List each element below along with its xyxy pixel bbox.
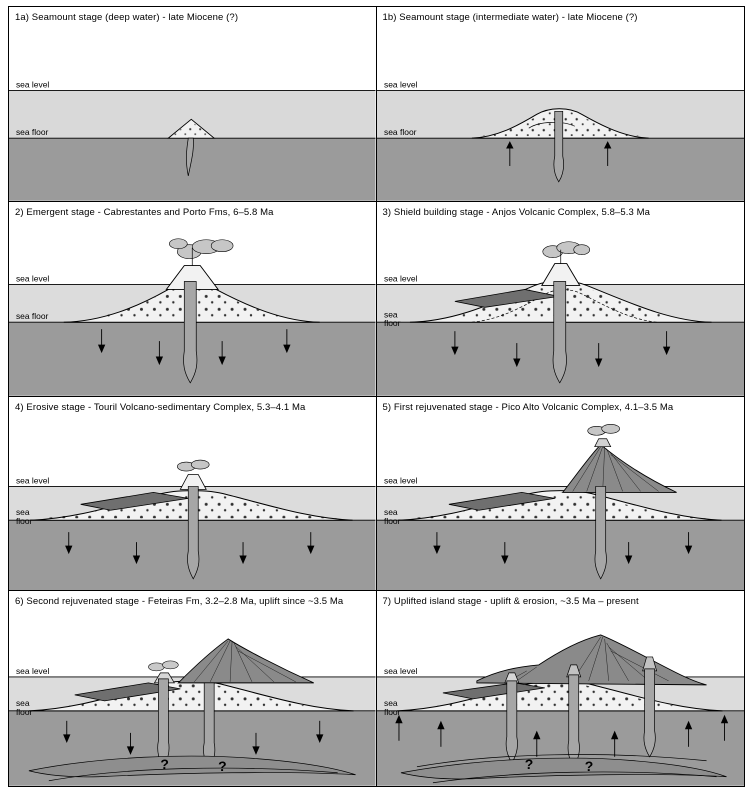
sea-floor-label: sea floor — [383, 127, 416, 138]
question-mark: ? — [584, 758, 593, 775]
panel-2-title: 2) Emergent stage - Cabrestantes and Porto Fms, 6–5.8 Ma — [15, 206, 274, 218]
panel-3 — [377, 202, 745, 397]
question-mark: ? — [524, 756, 533, 773]
panel-4-title: 4) Erosive stage - Touril Volcano-sedimentary Complex, 5.3–4.1 Ma — [15, 401, 306, 413]
sea-floor-label-line1: sea — [383, 506, 398, 517]
sea-floor-label-line1: sea — [15, 698, 30, 709]
sea-floor-label: sea floor — [15, 127, 49, 138]
panel-1a-title: 1a) Seamount stage (deep water) - late Miocene (?) — [15, 12, 239, 23]
sea-floor-label-line1: sea — [383, 698, 398, 709]
panel-1b-diagram — [377, 7, 745, 201]
panel-2 — [9, 202, 377, 397]
panel-grid — [8, 6, 745, 787]
panel-7-title: 7) Uplifted island stage - uplift & erosion, ~3.5 Ma – present — [382, 596, 639, 608]
sea-floor-label-line1: sea — [383, 309, 398, 320]
panel-6-diagram — [9, 591, 376, 786]
panel-2-diagram — [9, 202, 376, 396]
panel-5-title: 5) First rejuvenated stage - Pico Alto Volcanic Complex, 4.1–3.5 Ma — [382, 401, 674, 413]
panel-1b-title: 1b) Seamount stage (intermediate water) - late Miocene (?) — [382, 12, 638, 23]
sea-floor-label-line2: floor — [383, 515, 400, 526]
sea-floor-label: sea floor — [15, 311, 49, 321]
panel-1a — [9, 7, 377, 202]
sea-floor-label-line2: floor — [15, 515, 33, 526]
panel-1b — [377, 7, 745, 202]
panel-4-diagram — [9, 397, 376, 591]
sea-floor-label-line2: floor — [383, 707, 400, 718]
sea-level-label: sea level — [15, 79, 50, 90]
panel-6-title: 6) Second rejuvenated stage - Feteiras Fm, 3.2–2.8 Ma, uplift since ~3.5 Ma — [15, 596, 344, 608]
sea-level-label: sea level — [383, 273, 417, 284]
sea-level-label: sea level — [383, 474, 417, 485]
sea-level-label: sea level — [383, 79, 417, 90]
sea-floor-label-line2: floor — [15, 707, 33, 718]
panel-5 — [377, 397, 745, 592]
sea-level-label: sea level — [15, 474, 50, 485]
panel-3-diagram — [377, 202, 745, 396]
panel-5-diagram — [377, 397, 745, 591]
sea-level-label: sea level — [15, 273, 50, 284]
sea-level-label: sea level — [383, 666, 417, 677]
question-mark: ? — [218, 758, 227, 775]
panel-7-diagram — [377, 591, 745, 786]
question-mark: ? — [160, 756, 169, 773]
panel-6 — [9, 591, 377, 786]
panel-1a-diagram — [9, 7, 376, 201]
panel-3-title: 3) Shield building stage - Anjos Volcanic Complex, 5.8–5.3 Ma — [382, 206, 651, 218]
panel-4 — [9, 397, 377, 592]
sea-level-label: sea level — [15, 666, 50, 677]
sea-floor-label-line1: sea — [15, 506, 30, 517]
sea-floor-label-line2: floor — [383, 317, 400, 328]
panel-7 — [377, 591, 745, 786]
